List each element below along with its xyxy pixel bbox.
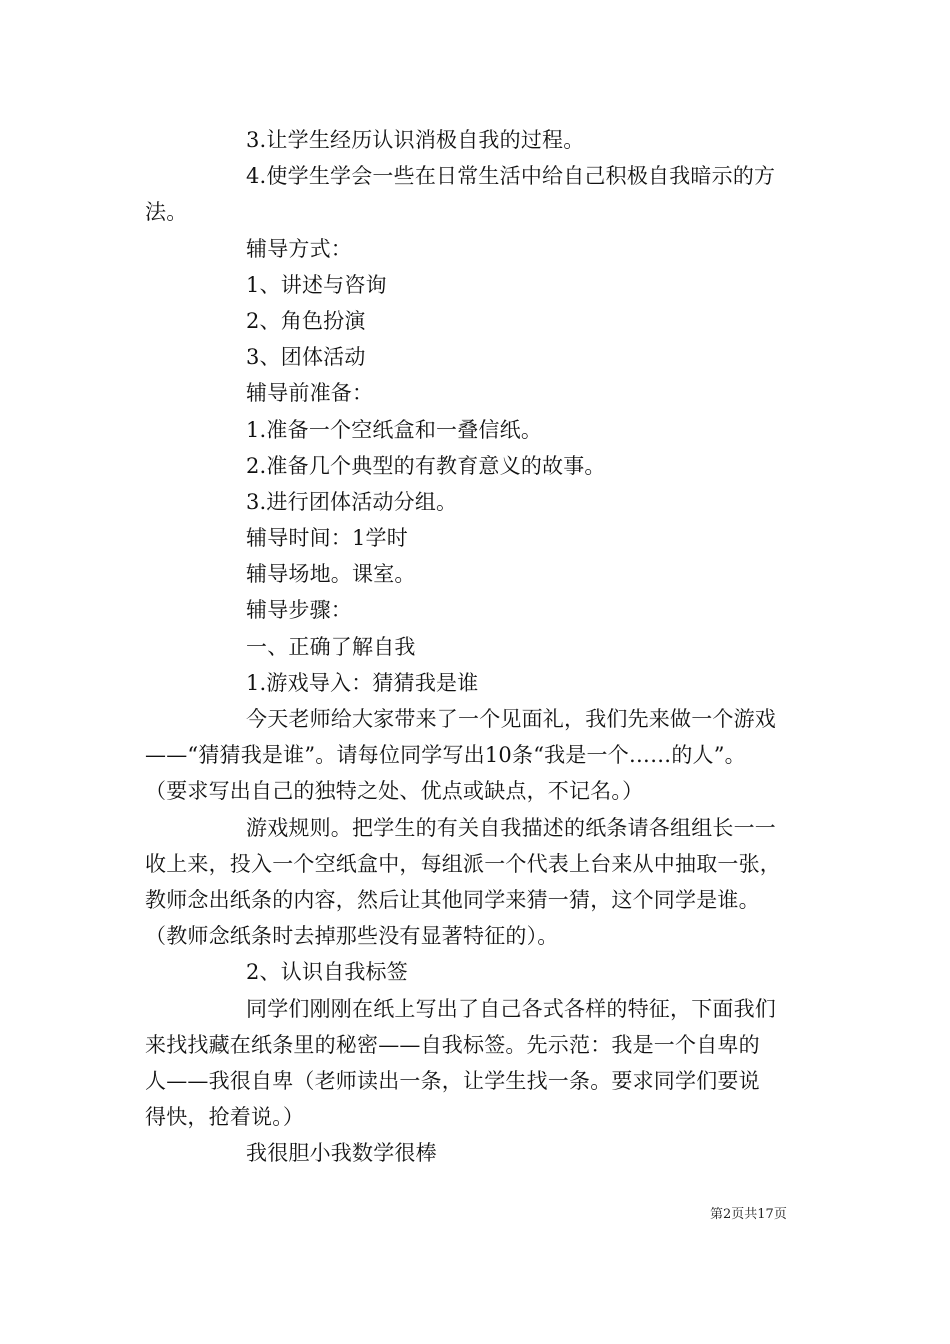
- text-line: 3.进行团体活动分组。: [246, 489, 458, 514]
- text-line: 法。: [145, 200, 188, 225]
- text-line: 辅导时间：1学时: [246, 526, 408, 551]
- text-line: 1.游戏导入：猜猜我是谁: [246, 670, 479, 695]
- text-line: 4.使学生学会一些在日常生活中给自己积极自我暗示的方: [246, 164, 776, 189]
- text-line: 3.让学生经历认识消极自我的过程。: [246, 128, 585, 152]
- text-line: 1、讲述与咨询: [246, 272, 387, 297]
- text-line: 人——我很自卑（老师读出一条，让学生找一条。要求同学们要说: [145, 1068, 760, 1093]
- text-line: 3、团体活动: [246, 345, 366, 370]
- text-line: 今天老师给大家带来了一个见面礼，我们先来做一个游戏: [246, 707, 776, 731]
- text-line: 一、正确了解自我: [246, 634, 416, 659]
- text-line: 得快，抢着说。）: [145, 1105, 305, 1130]
- text-line: 2.准备几个典型的有教育意义的故事。: [246, 453, 606, 478]
- text-line: 辅导步骤：: [246, 598, 352, 623]
- text-line: 2、认识自我标签: [246, 960, 408, 985]
- text-line: 游戏规则。把学生的有关自我描述的纸条请各组组长一一: [246, 815, 776, 840]
- text-line: （教师念纸条时去掉那些没有显著特征的）。: [145, 924, 559, 949]
- text-line: 来找找藏在纸条里的秘密——自我标签。先示范：我是一个自卑的: [145, 1032, 760, 1057]
- text-line: 我很胆小我数学很棒: [246, 1141, 437, 1166]
- body-text: [145, 122, 825, 1171]
- text-line: 教师念出纸条的内容，然后让其他同学来猜一猜，这个同学是谁。: [145, 887, 760, 912]
- text-line: （要求写出自己的独特之处、优点或缺点，不记名。）: [145, 779, 644, 804]
- text-line: 2、角色扮演: [246, 308, 366, 333]
- text-line: ——“猜猜我是谁”。请每位同学写出10条“我是一个……的人”。: [145, 743, 746, 768]
- text-line: 辅导场地。课室。: [246, 562, 416, 587]
- page-number-footer: 第2页共17页: [710, 1207, 787, 1222]
- text-line: 辅导方式：: [246, 236, 352, 261]
- text-line: 1.准备一个空纸盒和一叠信纸。: [246, 417, 543, 442]
- text-line: 辅导前准备：: [246, 381, 374, 406]
- text-line: 同学们刚刚在纸上写出了自己各式各样的特征，下面我们: [246, 996, 776, 1021]
- text-line: 收上来，投入一个空纸盒中，每组派一个代表上台来从中抽取一张，: [145, 851, 781, 876]
